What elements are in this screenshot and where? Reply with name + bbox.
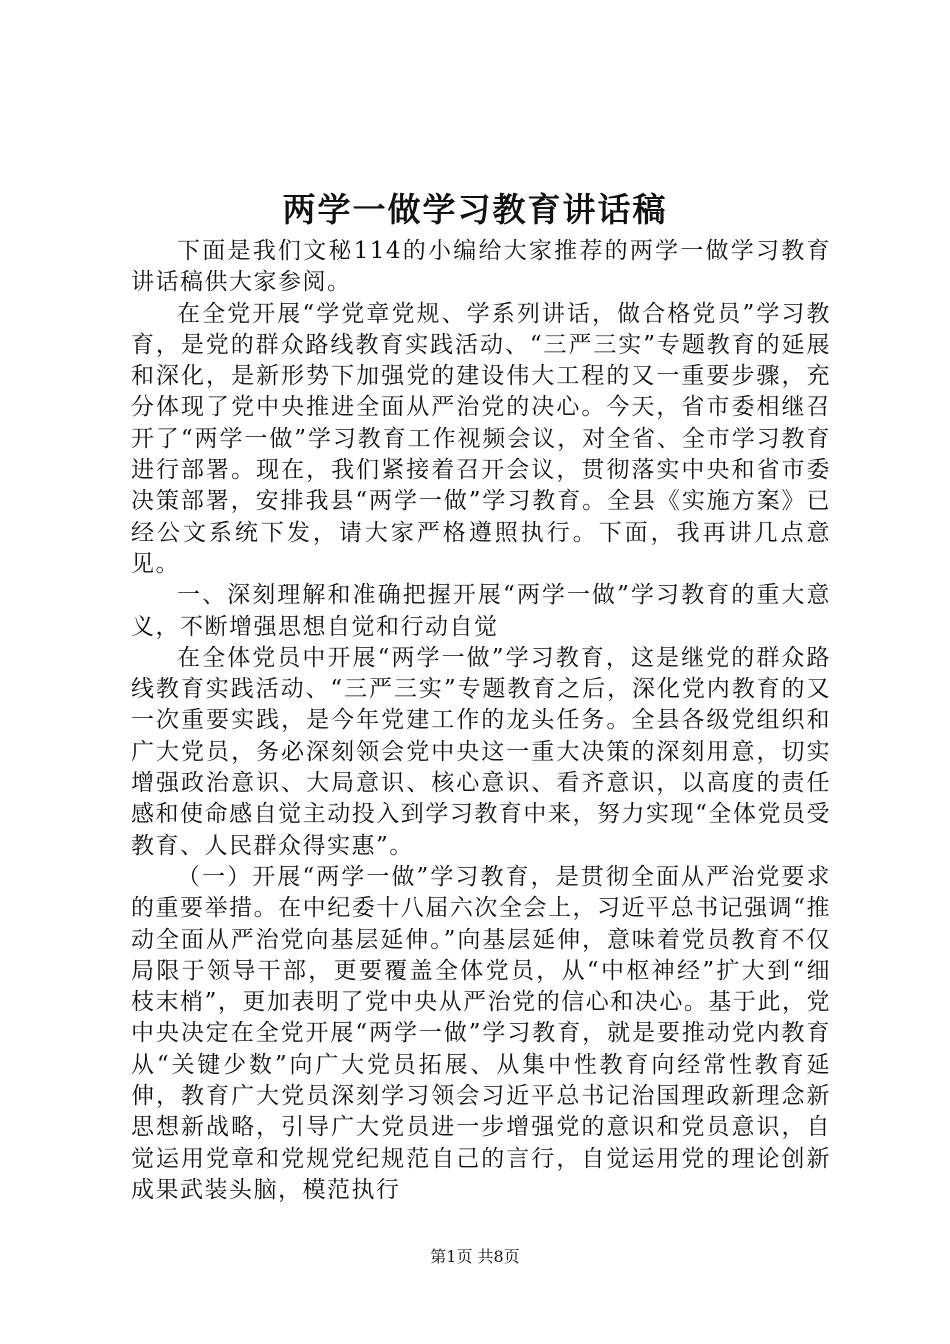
page-footer: 第1页 共8页 [430, 1247, 520, 1266]
document-title: 两学一做学习教育讲话稿 [282, 190, 668, 229]
paragraph-section-1: 在全体党员中开展“两学一做”学习教育，这是继党的群众路线教育实践活动、“三严三实”专题教育之后，深化党内教育的又一次重要实践，是今年党建工作的龙头任务。全县各级党组织和广大党员，务必深刻领会党中央这一重大决策的深刻用意，切实增强政治意识、大局意识、核心意识、看齐意识，以高度的责任感和使命感自觉主动投入到学习教育中来，努力实现“全体党员受教育、人民群众得实惠”。 [131, 644, 831, 859]
section-heading-1: 一、深刻理解和准确把握开展“两学一做”学习教育的重大意义，不断增强思想自觉和行动自觉 [131, 582, 831, 640]
paragraph-subsection-1: （一）开展“两学一做”学习教育，是贯彻全面从严治党要求的重要举措。在中纪委十八届六次全会上，习近平总书记强调“推动全面从严治党向基层延伸。”向基层延伸，意味着党员教育不仅局限于领导干部，更要覆盖全体党员，从“中枢神经”扩大到“细枝末梢”，更加表明了党中央从严治党的信心和决心。基于此，党中央决定在全党开展“两学一做”学习教育，就是要推动党内教育从“关键少数”向广大党员拓展、从集中性教育向经常性教育延伸，教育广大党员深刻学习领会习近平总书记治国理政新理念新思想新战略，引导广大党员进一步增强党的意识和党员意识，自觉运用党章和党规党纪规范自己的言行，自觉运用党的理论创新成果武装头脑，模范执行 [131, 863, 831, 1203]
paragraph-opening: 在全党开展“学党章党规、学系列讲话，做合格党员”学习教育，是党的群众路线教育实践活动、“三严三实”专题教育的延展和深化，是新形势下加强党的建设伟大工程的又一重要步骤，充分体现了党中央推进全面从严治党的决心。今天，省市委相继召开了“两学一做”学习教育工作视频会议，对全省、全市学习教育进行部署。现在，我们紧接着召开会议，贯彻落实中央和省市委决策部署，安排我县“两学一做”学习教育。全县《实施方案》已经公文系统下发，请大家严格遵照执行。下面，我再讲几点意见。 [131, 300, 831, 577]
document-body [131, 236, 831, 1206]
paragraph-intro: 下面是我们文秘114的小编给大家推荐的两学一做学习教育讲话稿供大家参阅。 [131, 238, 831, 296]
